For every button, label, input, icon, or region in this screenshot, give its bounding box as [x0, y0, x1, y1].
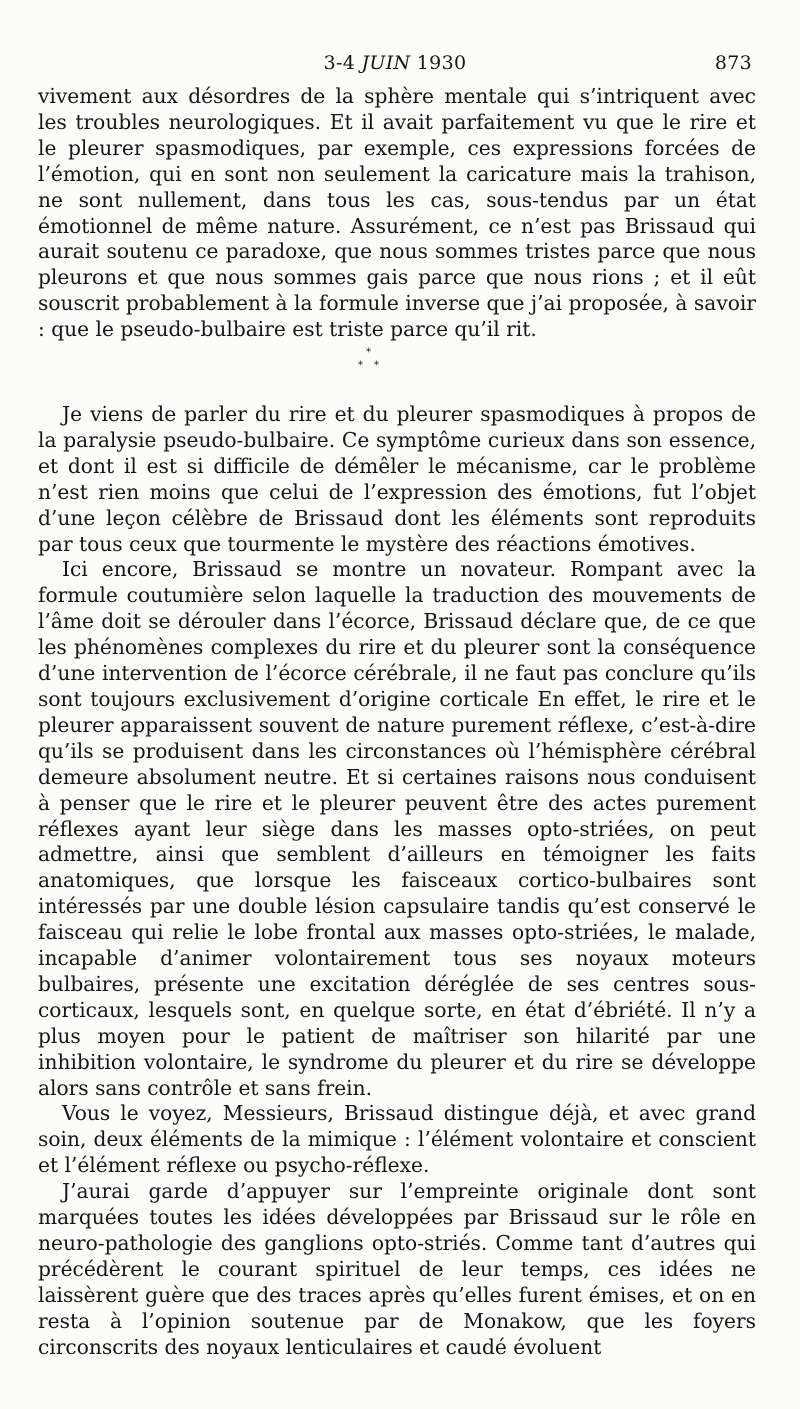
- asterism-star-right: *: [374, 360, 379, 371]
- page-number: 873: [714, 52, 752, 74]
- paragraph-ganglions: J’aurai garde d’appuyer sur l’empreinte originale dont sont marquées toutes les idées développées par Brissaud sur le rôle en neuro-pathologie des ganglions opto-striés. Comme tant d’autres qui précédèrent le courant spirituel de leur temps, ces idées ne laissèrent guère que des traces après qu’elles furent émises, et on en resta à l’opinion soutenue par de Monakow, que les foyers circonscrits des noyaux lenticulaires et caudé évoluent: [38, 1179, 756, 1359]
- text-block-main: [38, 402, 756, 1361]
- date-year: 1930: [416, 52, 467, 74]
- date-month: JUIN: [361, 52, 411, 74]
- running-head: [36, 52, 754, 82]
- asterism-separator: [340, 348, 400, 378]
- paragraph-rire-pleurer: Je viens de parler du rire et du pleurer spasmodiques à propos de la paralysie pseudo-bulbaire. Ce symptôme curieux dans son essence, et dont il est si difficile de démêler le mécanisme, car le problème n’est rien moins que celui de l’expression des émotions, fut l’objet d’une leçon célèbre de Brissaud dont les éléments sont reproduits par tous ceux que tourmente le mystère des réactions émotives.: [38, 402, 756, 556]
- text-block-top: [38, 84, 756, 343]
- asterism-star-top: *: [366, 347, 371, 358]
- paragraph-continued: vivement aux désordres de la sphère mentale qui s’intriquent avec les troubles neurologiques. Et il avait parfaitement vu que le rire et le pleurer spasmodiques, par exemple, ces expressions forcées de l’émotion, qui en sont non seulement la caricature mais la trahison, ne sont nullement, dans tous les cas, sous-tendus par un état émotionnel de même nature. Assurément, ce n’est pas Brissaud qui aurait soutenu ce paradoxe, que nous sommes tristes parce que nous pleurons et que nous sommes gais parce que nous rions ; et il eût souscrit probablement à la formule inverse que j’ai proposée, à savoir : que le pseudo-bulbaire est triste parce qu’il rit.: [38, 84, 756, 342]
- paragraph-mimique: Vous le voyez, Messieurs, Brissaud distingue déjà, et avec grand soin, deux éléments de la mimique : l’élément volontaire et conscient et l’élément réflexe ou psycho-réflexe.: [38, 1101, 756, 1178]
- date-prefix: 3-4: [323, 52, 356, 74]
- running-head-date: [36, 52, 754, 74]
- asterism-star-left: *: [358, 360, 363, 371]
- paragraph-novateur: Ici encore, Brissaud se montre un novateur. Rompant avec la formule coutumière selon laquelle la traduction des mouvements de l’âme doit se dérouler dans l’écorce, Brissaud déclare que, de ce que les phénomènes complexes du rire et du pleurer sont la conséquence d’une intervention de l’écorce cérébrale, il ne faut pas conclure qu’ils sont toujours exclusivement d’origine corticale En effet, le rire et le pleurer apparaissent souvent de nature purement réflexe, c’est-à-dire qu’ils se produisent dans les circonstances où l’hémisphère cérébral demeure absolument neutre. Et si certaines raisons nous conduisent à penser que le rire et le pleurer peuvent être des actes purement réflexes ayant leur siège dans les masses opto-striées, on peut admettre, ainsi que semblent d’ailleurs en témoigner les faits anatomiques, que lorsque les faisceaux cortico-bulbaires sont intéressés par une double lésion capsulaire tandis qu’est conservé le faisceau qui relie le lobe frontal aux masses opto-striées, le malade, incapable d’animer volontairement tous ses noyaux moteurs bulbaires, présente une excitation déréglée de ses centres sous-corticaux, lesquels sont, en quelque sorte, en état d’ébriété. Il n’y a plus moyen pour le patient de maîtriser son hilarité par une inhibition volontaire, le syndrome du pleurer et du rire se développe alors sans contrôle et sans frein.: [38, 557, 756, 1100]
